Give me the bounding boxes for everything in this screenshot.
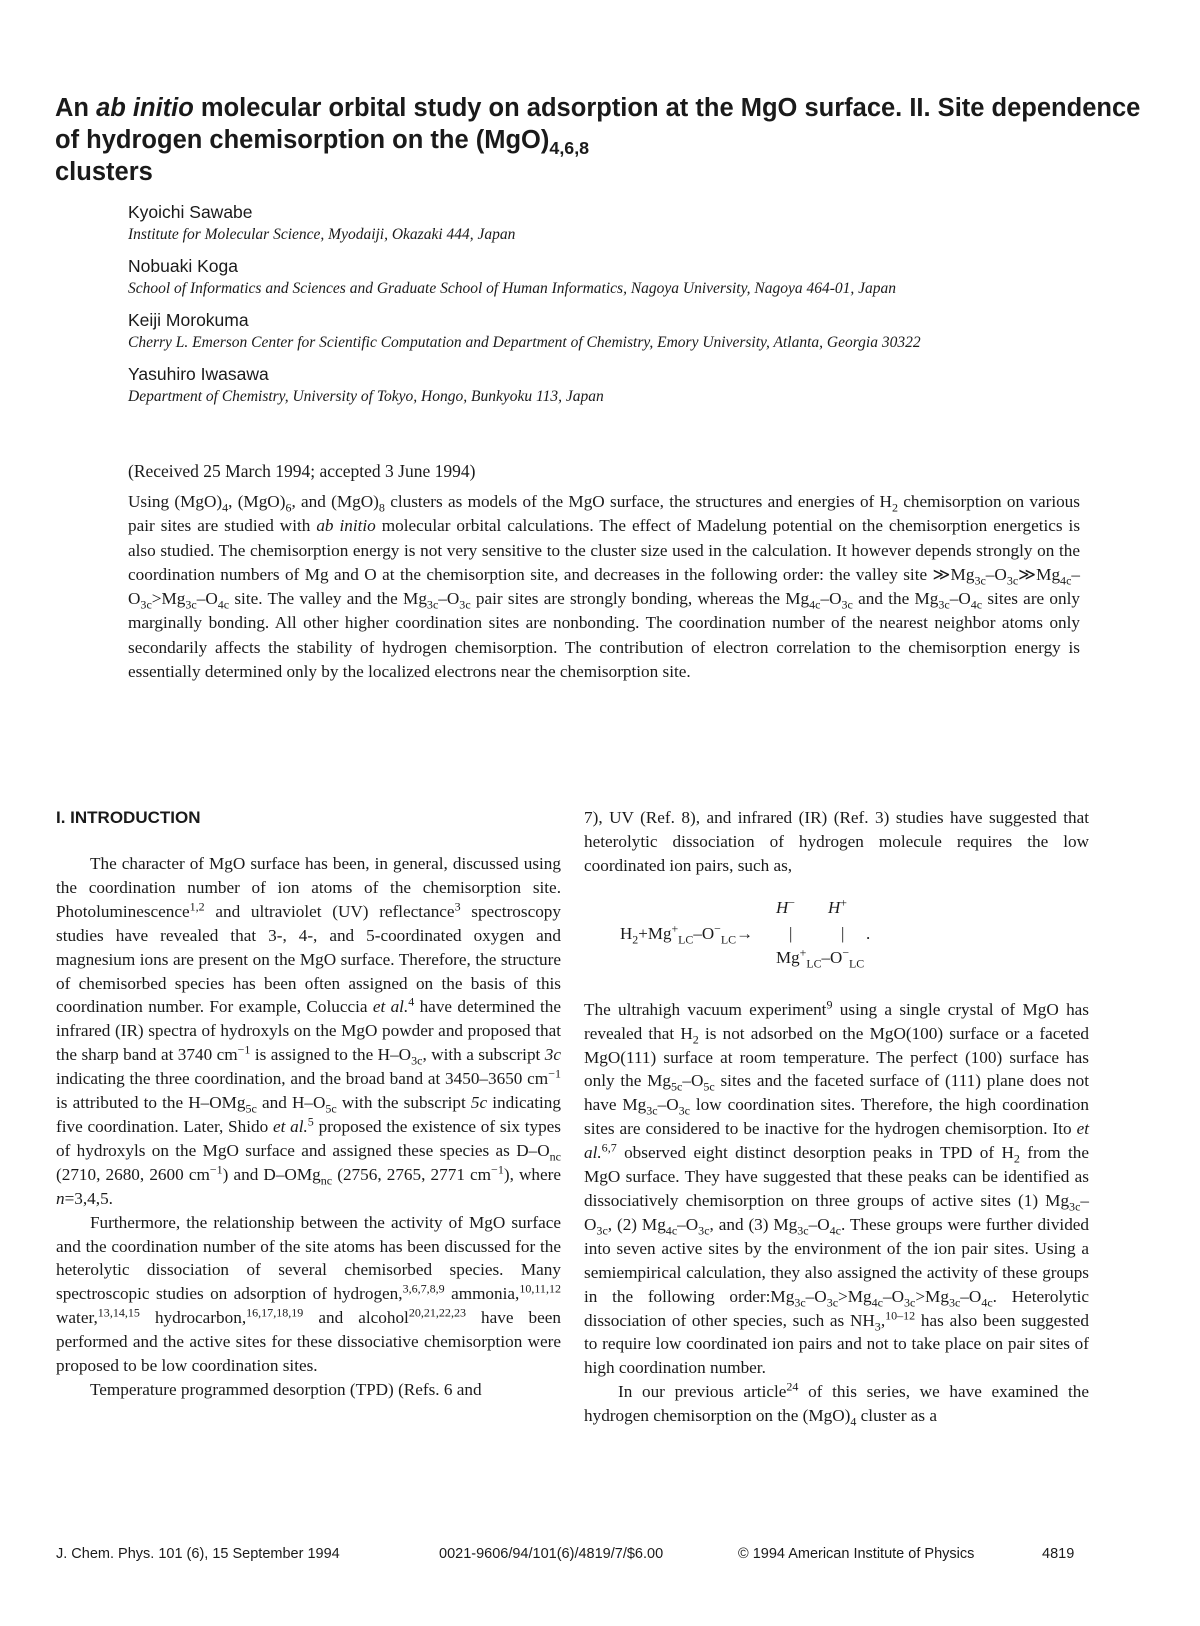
author-list — [128, 200, 1088, 416]
author-affiliation: Cherry L. Emerson Center for Scientific Computation and Department of Chemistry, Emory University, Atlanta, Georgia 30322 — [128, 334, 921, 351]
right-paragraph-1: 7), UV (Ref. 8), and infrared (IR) (Ref. 3) studies have suggested that heterolytic dissociation of hydrogen molecule requires the low coordinated ion pairs, such as, — [584, 808, 1089, 875]
equation-rhs: $Mg^+_{LC}-O^-_{LC}$ — [776, 945, 865, 971]
abstract: Using $(MgO)_4$, $(MgO)_6$, and $(MgO)_8$ clusters as models of the MgO surface, the structures and energies of $H_2$ chemisorption on various pair sites are studied with ab initio molecular orbital calculations. The effect of Madelung potential on the chemisorption energetics is also studied. The chemisorption energy is not very sensitive to the cluster size used in the calculation. It however depends strongly on the coordination numbers of Mg and O at the chemisorption site, and decreases in the following order: the valley site $≫Mg_{3c}-O_{3c}≫Mg_{4c}-O_{3c}>Mg_{3c}-O_{4c}$ site. The valley and the $Mg_{3c}-O_{3c}$ pair sites are strongly bonding, whereas the $Mg_{4c}-O_{3c}$ and the $Mg_{3c}-O_{4c}$ sites are only marginally bonding. All other higher coordination sites are nonbonding. The coordination number of the nearest neighbor atoms only secondarily affects the stability of hydrogen chemisorption. The contribution of electron correlation to the chemisorption energy is essentially determined only by the localized electrons near the chemisorption site. — [128, 492, 1081, 682]
footer-journal: J. Chem. Phys. 101 (6), 15 September 1994 — [56, 1546, 340, 1562]
right-paragraph-2: The ultrahigh vacuum experiment$^9$ using a single crystal of MgO has revealed that $H_2$ is not adsorbed on the MgO(100) surface or a faceted MgO(111) surface at room temperature. The perfect (100) surface has only the $Mg_{5c}-O_{5c}$ sites and the faceted surface of (111) plane does not have $Mg_{3c}-O_{3c}$ low coordination sites. Therefore, the high coordination sites are considered to be inactive for the hydrogen chemisorption. Ito et al.$^{6,7}$ observed eight distinct desorption peaks in TPD of $H_2$ from the MgO surface. They have suggested that these peaks can be identified as dissociatively chemisorption on three groups of active sites (1) $Mg_{3c}-O_{3c}$, (2) $Mg_{4c}-O_{3c}$, and (3) $Mg_{3c}-O_{4c}$. These groups were further divided into seven active sites by the environment of the ion pair sites. Using a semiempirical calculation, they also assigned the activity of these groups in the following $order:Mg_{3c}-O_{3c}>Mg_{4c}-O_{3c}>Mg_{3c}-O_{4c}$. Heterolytic dissociation of other species, such as $NH_3,^{10-12}$ has also been suggested to require low coordinated ion pairs and not to take place on pair sites of high coordination number. — [584, 996, 1090, 1378]
received-dates: (Received 25 March 1994; accepted 3 June 1994) — [128, 461, 476, 481]
author-name: Nobuaki Koga — [128, 256, 238, 276]
author-block — [128, 308, 1088, 353]
author-block — [128, 254, 1088, 299]
author-name: Keiji Morokuma — [128, 310, 249, 330]
equation-hplus: H+ — [828, 895, 847, 917]
intro-paragraph-2: Furthermore, the relationship between the activity of MgO surface and the coordination number of the site atoms has been discussed for the heterolytic dissociation of several chemisorbed species. Many spectroscopic studies on adsorption of hydrogen,$^{3,6,7,8,9}$ ammonia,$^{10,11,12}$ water,$^{13,14,15}$ hydrocarbon,$^{16,17,18,19}$ and alcohol$^{20,21,22,23}$ have been performed and the active sites for these dissociative chemisorption were proposed to be low coordination sites. — [56, 1212, 562, 1376]
footer-copyright: © 1994 American Institute of Physics — [738, 1546, 975, 1562]
dissociation-equation — [584, 892, 1089, 976]
equation-bond-right: | — [841, 923, 845, 943]
author-affiliation: Institute for Molecular Science, Myodaiji, Okazaki 444, Japan — [128, 226, 516, 243]
footer-page-number: 4819 — [1042, 1546, 1075, 1562]
footer-article-code: 0021-9606/94/101(6)/4819/7/$6.00 — [439, 1546, 664, 1562]
equation-bond-left: | — [789, 923, 793, 943]
equation-period: . — [866, 923, 871, 943]
section-heading: I. INTRODUCTION — [56, 808, 201, 827]
author-name: Yasuhiro Iwasawa — [128, 364, 269, 384]
intro-paragraph-1: The character of MgO surface has been, in general, discussed using the coordination number of ion atoms of the chemisorption site. Photoluminescence$^{1,2}$ and ultraviolet (UV) reflectance$^3$ spectroscopy studies have revealed that 3-, 4-, and 5-coordinated oxygen and magnesium ions are present on the MgO surface. Therefore, the structure of chemisorbed species has been often assigned on the basis of this coordination number. For example, Coluccia et al.$^4$ have determined the infrared (IR) spectra of hydroxyls on the MgO powder and proposed that the sharp band at 3740 $cm^{-1}$ is assigned to the $H-O_{3c}$, with a subscript 3c indicating the three coordination, and the broad band at 3450–3650 $cm^{-1}$ is attributed to the H–OMg$_{5c}$ and $H-O_{5c}$ with the subscript 5c indicating five coordination. Later, Shido et al.$^5$ proposed the existence of six types of hydroxyls on the MgO surface and assigned these species as $D-O_{nc}$ (2710, 2680, 2600 $cm^{-1}$) and D–OMg$_{nc}$ (2756, 2765, 2771 $cm^{-1}$), where n=3,4,5. — [56, 854, 561, 1208]
author-affiliation: School of Informatics and Sciences and Graduate School of Human Informatics, Nagoya University, Nagoya 464-01, Japan — [128, 280, 897, 297]
equation-hminus: H− — [776, 895, 795, 917]
paper-title: An ab initio molecular orbital study on adsorption at the MgO surface. II. Site dependence of hydrogen chemisorption on the $(MgO)_{4,6,8}$ clusters — [55, 94, 1141, 186]
author-block — [128, 362, 1088, 407]
author-block — [128, 200, 1088, 245]
author-affiliation: Department of Chemistry, University of Tokyo, Hongo, Bunkyoku 113, Japan — [128, 388, 604, 405]
right-column — [584, 806, 1089, 1428]
author-name: Kyoichi Sawabe — [128, 202, 253, 222]
page-footer — [56, 1546, 1080, 1570]
intro-paragraph-3: Temperature programmed desorption (TPD) (Refs. 6 and — [90, 1379, 482, 1399]
left-column — [56, 806, 561, 1402]
right-paragraph-3: In our previous article$^{24}$ of this series, we have examined the hydrogen chemisorption on the $(MgO)_4$ cluster as a — [584, 1379, 1089, 1429]
equation-lhs: $H_2+Mg^+_{LC}-O^-_{LC}\to$ — [620, 921, 754, 947]
